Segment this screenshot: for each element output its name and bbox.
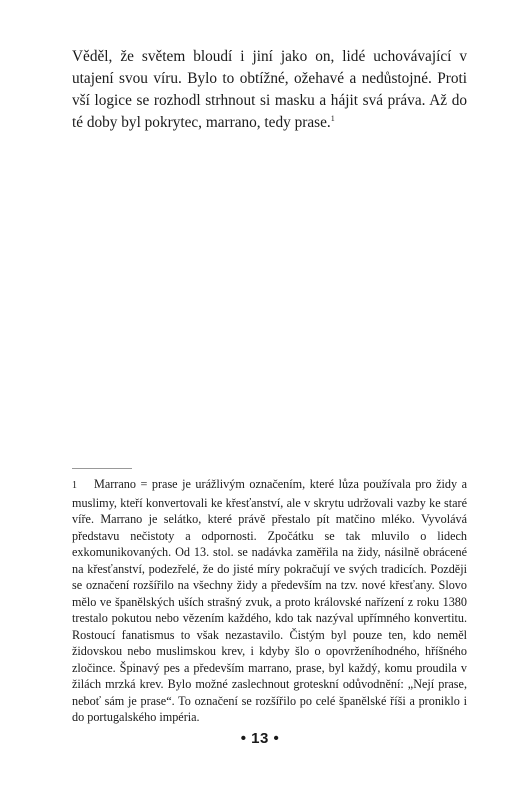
main-paragraph-text: Věděl, že světem bloudí i jiní jako on, lidé uchovávající v utajení svou víru. Bylo to obtížné, ožehavé a nedůstojné. Proti vší logice se rozhodl strhnout si masku a hájit svá práva. Až do té doby byl pokrytec, marrano, tedy prase.	[72, 48, 467, 131]
footnote	[72, 476, 467, 726]
main-paragraph	[72, 46, 467, 134]
footnote-number: 1	[72, 480, 77, 491]
page-number: • 13 •	[240, 730, 280, 747]
footnote-divider	[72, 468, 132, 469]
footnote-text: Marrano = prase je urážlivým označením, které lůza používala pro židy a muslimy, kteří konvertovali ke křesťanství, ale v skrytu udržovali vazby ke staré víře. Marrano je selátko, které právě přestalo pít matčino mléko. Vyvolává představu nečistoty a odpornosti. Zpočátku se tak mluvilo o lidech exkomunikovaných. Od 13. stol. se nadávka zaměřila na židy, násilně obrácené na křesťanství, podezřelé, že do jisté míry pokračují ve svých tradicích. Později se označení rozšířilo na všechny židy a především na tzv. nové křesťany. Slovo mělo ve španělských uších strašný zvuk, a proto královské nařízení z roku 1380 trestalo pokutou nebo vězením každého, kdo tak nazýval upřímného konvertitu. Rostoucí fanatismus to však nezastavilo. Čistým byl pouze ten, kdo neměl židovskou nebo muslimskou krev, i kdyby šlo o opovrženíhodného, hříšného zločince. Špinavý pes a především marrano, prase, byl každý, komu proudila v žilách mrzká krev. Bylo možné zaslechnout groteskní odůvodnění: „Nejí prase, neboť sám je prase“. To označení se rozšířilo po celé španělské říši a proniklo i do portugalského impéria.	[72, 477, 467, 724]
footnote-reference[interactable]: 1	[330, 114, 335, 123]
